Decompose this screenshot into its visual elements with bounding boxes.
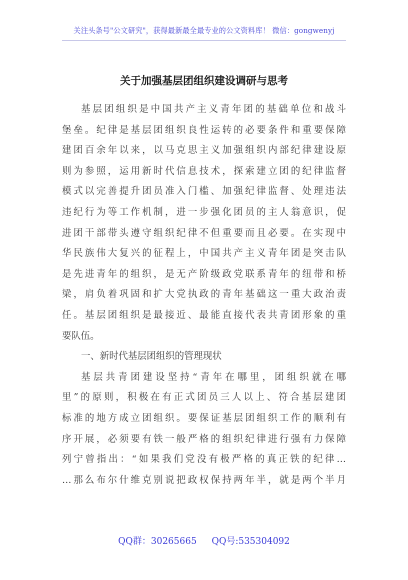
paragraph-line: 堡垒。纪律是基层团组织良性运转的必要条件和重要保障 (62, 124, 346, 136)
paragraph-line: 基层共青团建设坚持“青年在哪里，团组织就在哪 (81, 371, 346, 383)
paragraph-line: 序开展，必须要有铁一般严格的组织纪律进行强有力保障 (62, 433, 346, 445)
paragraph-line: 任。基层团组织是最接近、最能直接代表共青团形象的重 (62, 309, 346, 321)
paragraph-line: 模式以完善提升团员准入门槛、加强纪律监督、处理违法 (62, 186, 346, 198)
paragraph-line: 则为参照，运用新时代信息技术，探索建立团的纪律监督 (62, 165, 346, 177)
footer-qq-group: QQ群：30265665 (118, 537, 197, 547)
section-heading: 一、新时代基层团组织的管理现状 (81, 351, 222, 363)
paragraph-line: 进团干部带头遵守组织纪律不但重要而且必要。在实现中 (62, 227, 346, 239)
paragraph-line: 建团百余年以来，以马克思主义加强组织内部纪律建设原 (62, 145, 346, 157)
document-body (62, 100, 346, 491)
document-title: 关于加强基层团组织建设调研与思考 (120, 75, 288, 87)
paragraph-line: 违纪行为等工作机制，进一步强化团员的主人翁意识，促 (62, 206, 346, 218)
paragraph-line: 要队伍。 (62, 330, 100, 342)
paragraph-line: 列宁曾指出：“如果我们党没有极严格的真正铁的纪律… (62, 454, 346, 466)
paragraph-line: 基层团组织是中国共产主义青年团的基础单位和战斗 (81, 104, 346, 115)
paragraph-line: 梁，肩负着巩固和扩大党执政的青年基础这一重大政治责 (62, 289, 346, 301)
paragraph-line: 标准的地方成立团组织。要保证基层团组织工作的顺利有 (62, 412, 346, 424)
paragraph-line: …那么布尔什维克别说把政权保持两年半，就是两个半月 (62, 474, 346, 486)
header-divider (62, 40, 346, 41)
footer (0, 534, 408, 547)
footer-qq-number: QQ号:535304092 (211, 537, 290, 547)
header-banner: 关注头条号"公文研究"，获得最新最全最专业的公文资料库！ 微信：gongwenyj (73, 26, 335, 35)
paragraph-line: 里”的原则，积极在有正式团员三人以上、符合基层建团 (62, 392, 346, 404)
paragraph-line: 华民族伟大复兴的征程上，中国共产主义青年团是突击队 (62, 248, 346, 260)
paragraph-line: 是先进青年的组织，是无产阶级政党联系青年的纽带和桥 (62, 268, 346, 280)
